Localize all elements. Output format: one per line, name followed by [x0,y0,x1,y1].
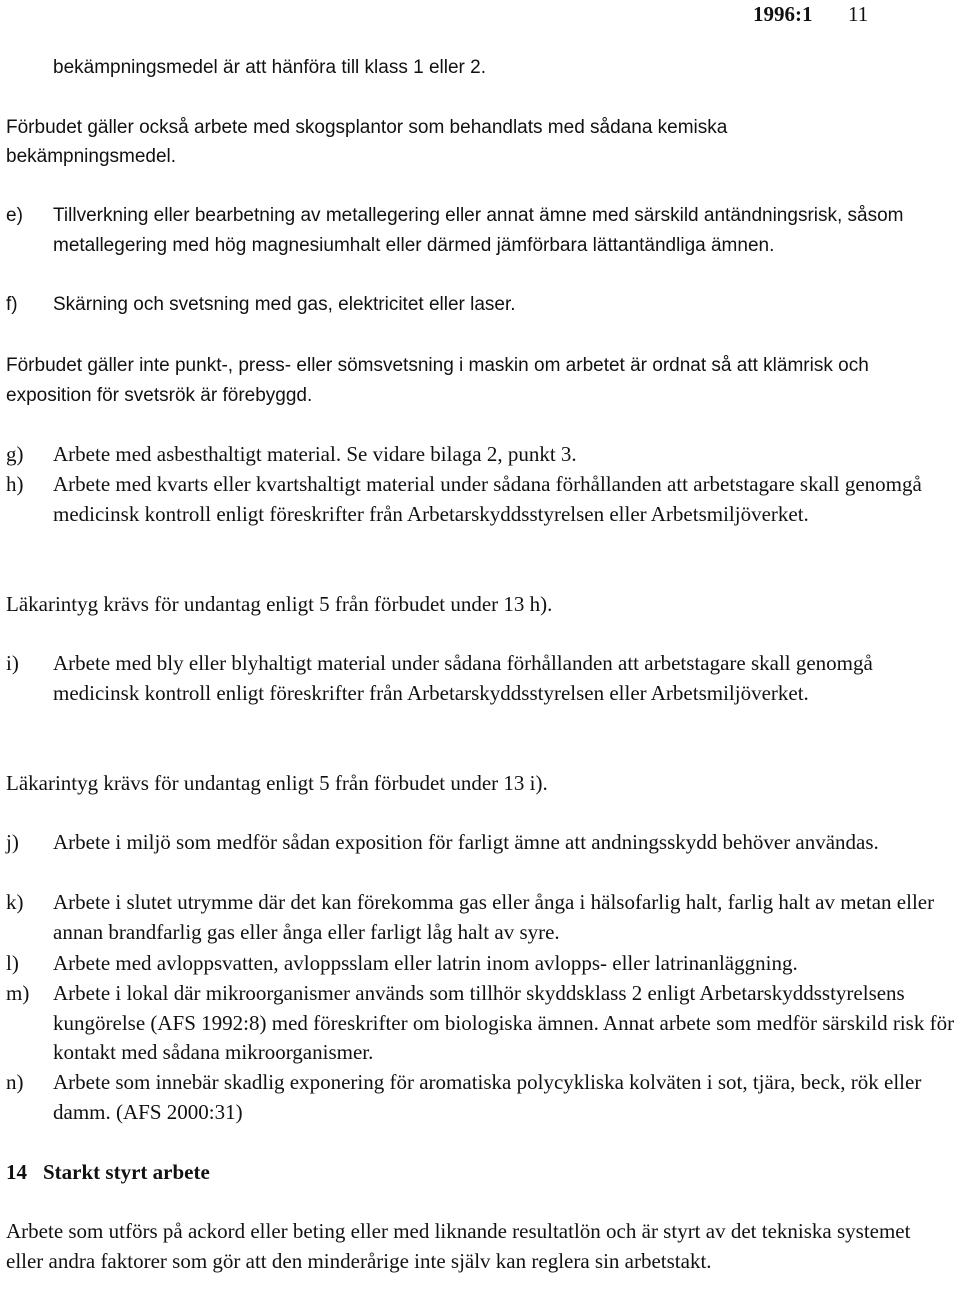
list-text: Skärning och svetsning med gas, elektricitet eller laser. [53,294,516,315]
list-item-n [6,1068,958,1127]
list-item-f [6,290,958,320]
list-label: e) [6,205,23,226]
page-header [0,0,960,30]
list-label: k) [6,890,24,914]
list-item-g [6,440,958,470]
list-label: i) [6,651,19,675]
list-item-i [6,649,958,708]
section-number: 14 [6,1160,27,1184]
continuation-line: bekämpningsmedel är att hänföra till klass 1 eller 2. [53,57,487,78]
list-item-l [6,949,958,979]
list-text: Arbete i miljö som medför sådan exposition för farligt ämne att andningsskydd behöver användas. [53,830,879,854]
list-text: Arbete med avloppsvatten, avloppsslam eller latrin inom avlopps- eller latrinanläggning. [53,951,798,975]
document-code: 1996:1 [753,2,813,26]
list-label: h) [6,472,24,496]
list-item-e [6,201,958,260]
list-item-j [6,828,958,858]
list-text: Arbete med bly eller blyhaltigt material under sådana förhållanden att arbetstagare skall genomgå medicinsk kontroll enligt föreskrifter från Arbetarskyddsstyrelsen eller Arbetsmiljöverket. [53,651,873,705]
list-text: Arbete i slutet utrymme där det kan förekomma gas eller ånga i hälsofarlig halt, farlig halt av metan eller annan brandfarlig gas eller ånga eller farligt låg halt av syre. [53,890,935,944]
list-text: Arbete i lokal där mikroorganismer används som tillhör skyddsklass 2 enligt Arbetarskyddsstyrelsens kungörelse (AFS 1992:8) med föreskrifter om biologiska ämnen. Annat arbete som medför särskild risk för kontakt med sådana mikroorganismer. [53,981,955,1064]
list-text: Arbete med asbesthaltigt material. Se vidare bilaga 2, punkt 3. [53,442,577,466]
list-item-k [6,888,958,947]
paragraph-starkt-styrt-arbete: Arbete som utförs på ackord eller beting eller med liknande resultatlön och är styrt av det tekniska systemet eller andra faktorer som gör att den minderårige inte själv kan reglera sin arbetstakt. [6,1219,911,1273]
page-number: 11 [848,2,869,26]
paragraph-forbud-skogsplantor-line-1: Förbudet gäller också arbete med skogsplantor som behandlats med sådana kemiska [6,117,728,138]
list-label: g) [6,442,24,466]
paragraph-forbud-skogsplantor-line-2: bekämpningsmedel. [6,146,177,167]
paragraph-lakarintyg-h: Läkarintyg krävs för undantag enligt 5 från förbudet under 13 h). [6,592,553,616]
paragraph-lakarintyg-i: Läkarintyg krävs för undantag enligt 5 från förbudet under 13 i). [6,771,548,795]
list-label: m) [6,981,30,1005]
section-title: Starkt styrt arbete [43,1160,210,1184]
section-heading-14 [6,1158,210,1188]
list-label: l) [6,951,19,975]
list-label: n) [6,1070,24,1094]
list-label: f) [6,294,18,315]
list-text: Arbete som innebär skadlig exponering för aromatiska polycykliska kolväten i sot, tjära, beck, rök eller damm. (AFS 2000:31) [53,1070,922,1124]
list-label: j) [6,830,19,854]
list-item-m [6,979,958,1068]
paragraph-forbud-svetsning: Förbudet gäller inte punkt-, press- eller sömsvetsning i maskin om arbetet är ordnat så att klämrisk och exposition för svetsrök är förebyggd. [6,355,869,406]
list-item-h [6,470,958,529]
list-text: Arbete med kvarts eller kvartshaltigt material under sådana förhållanden att arbetstagare skall genomgå medicinsk kontroll enligt föreskrifter från Arbetarskyddsstyrelsen eller Arbetsmiljöverket. [53,472,922,526]
list-text: Tillverkning eller bearbetning av metallegering eller annat ämne med särskild antändningsrisk, såsom metallegering med hög magnesiumhalt eller därmed jämförbara lättantändliga ämnen. [53,205,904,256]
